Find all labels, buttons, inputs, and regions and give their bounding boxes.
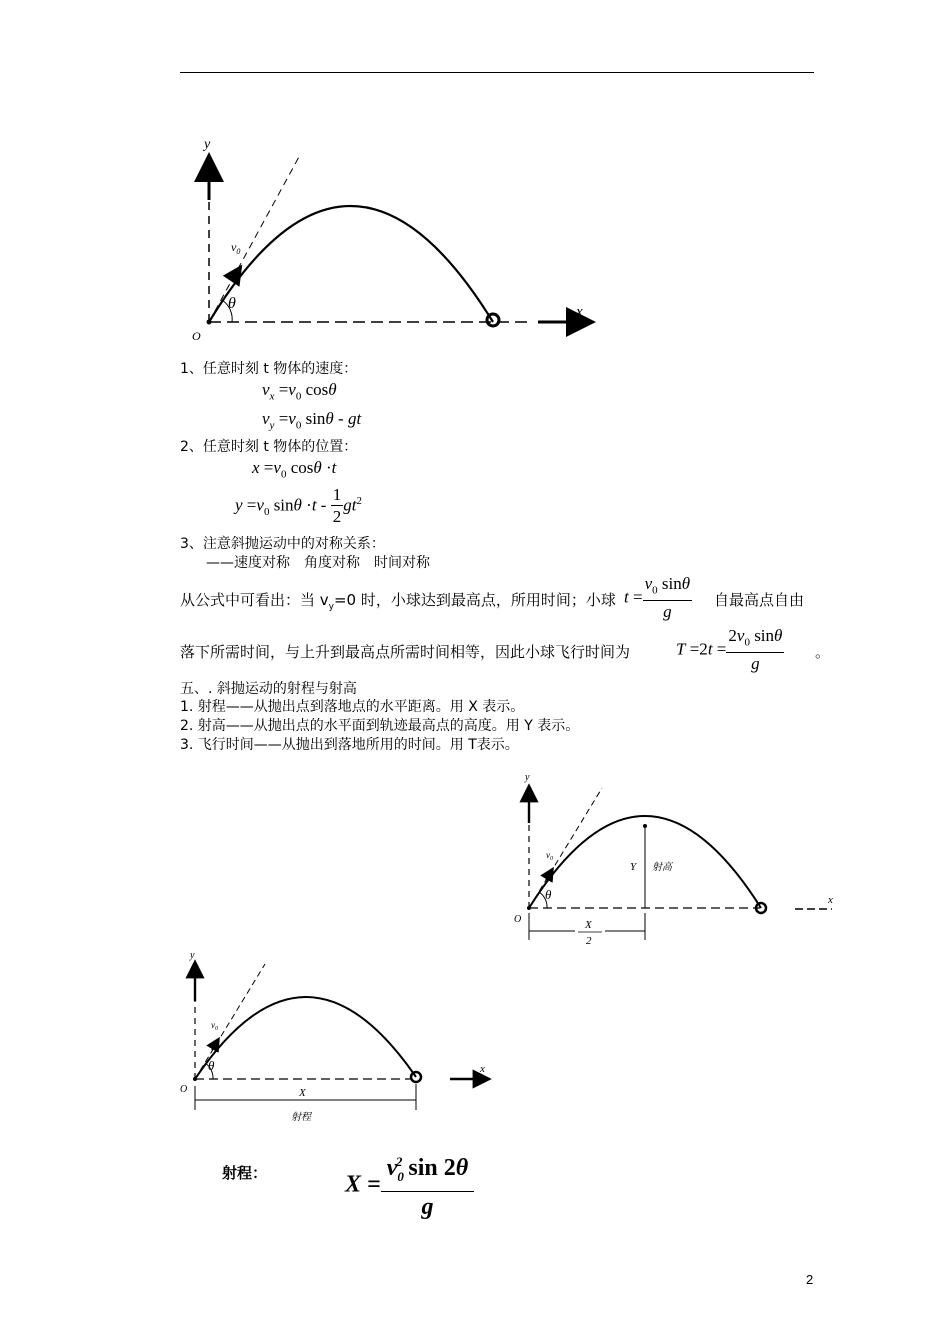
projectile-diagram-1: [180, 130, 610, 345]
theta-label: θ: [208, 1058, 215, 1073]
origin-label: O: [192, 329, 201, 343]
projectile-diagram-range: [175, 946, 505, 1131]
v0-label: $v_0$: [546, 850, 553, 862]
eq-t-top: t = $\frac{v_0 \sin\theta}{g}$: [624, 574, 691, 622]
paragraph-line-1: 从公式中可看出：当 $v_y=0$ 时，小球达到最高点，所用时间；小球: [180, 591, 616, 612]
paragraph-line-2-end: 。: [815, 643, 831, 661]
range-word: 射程: [291, 1112, 311, 1123]
y-label: y: [190, 950, 195, 961]
theta-label: θ: [228, 295, 236, 312]
height-word: 射高: [652, 862, 672, 873]
range-letter: X: [299, 1087, 306, 1099]
section5-title: 五、. 斜抛运动的射程与射高: [180, 681, 357, 697]
eq-vy: $v_y =v_0$ sinθ - gt: [262, 409, 362, 432]
origin-dot: [193, 1077, 197, 1081]
eq-T-total: T =2t = $\frac{2v_0 \sin\theta}{g}$: [676, 626, 783, 674]
paragraph-line-2: 落下所需时间，与上升到最高点所需时间相等，因此小球飞行时间为: [180, 643, 631, 661]
v0-label: $v_0$: [231, 240, 241, 256]
header-rule: [180, 72, 814, 73]
item-velocity: 1、任意时刻 t 物体的速度：: [180, 361, 358, 377]
apex-dot: [643, 824, 647, 828]
projectile-diagram-height: [510, 768, 845, 948]
trajectory: [195, 997, 416, 1079]
y-label: y: [525, 772, 530, 783]
x-label: x: [828, 894, 833, 906]
origin-dot: [207, 320, 212, 325]
trajectory: [209, 206, 493, 322]
v0-label: $v_0$: [211, 1020, 218, 1032]
origin-label: O: [514, 914, 522, 925]
section5-item-2: 2. 射高——从抛出点的水平面到轨迹最高点的高度。用 Y 表示。: [180, 718, 580, 734]
origin-dot: [527, 906, 531, 910]
item-symmetry: 3、注意斜抛运动中的对称关系：: [180, 536, 385, 552]
item-position: 2、任意时刻 t 物体的位置：: [180, 439, 358, 455]
eq-x: $x =v_0$ cosθ ·t: [252, 458, 337, 481]
launch-direction: [195, 964, 265, 1079]
section5-item-3: 3. 飞行时间——从抛出到落地所用的时间。用 T表示。: [180, 737, 519, 753]
eq-y: $y =v_0$ sinθ ·t - $\frac{1}{2}$ $gt^2$: [235, 485, 362, 526]
half-range-num: X: [585, 919, 592, 931]
theta-label: θ: [545, 887, 552, 902]
symmetry-list: ——速度对称 角度对称 时间对称: [206, 555, 430, 571]
origin-label: O: [180, 1084, 188, 1095]
x-label: x: [576, 304, 583, 320]
half-range-den: 2: [586, 935, 592, 947]
eq-vx: $v_x =v_0$ cosθ: [262, 380, 337, 403]
height-letter: Y: [630, 861, 637, 873]
x-label: x: [480, 1063, 485, 1075]
launch-direction: [209, 155, 300, 322]
range-formula-label: 射程：: [222, 1164, 268, 1182]
page-number: 2: [806, 1272, 814, 1287]
y-label: y: [204, 137, 211, 152]
section5-item-1: 1. 射程——从抛出点到落地点的水平距离。用 X 表示。: [180, 699, 525, 715]
paragraph-line-1-end: 自最高点自由: [714, 591, 805, 609]
range-formula: X = $\frac{v_0^2 \sin 2\theta}{g}$: [345, 1148, 474, 1222]
